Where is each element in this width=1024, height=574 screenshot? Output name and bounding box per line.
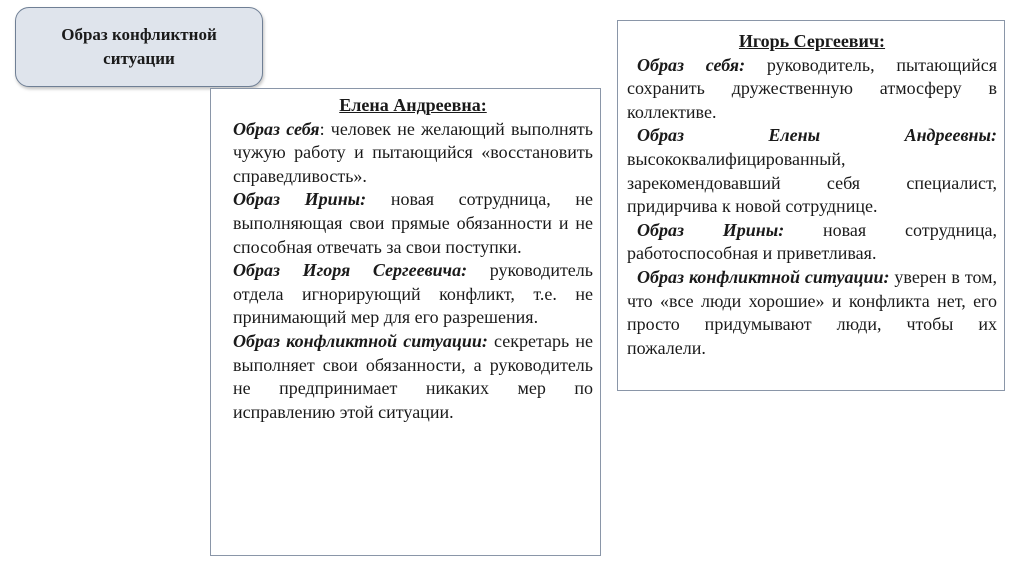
paragraph-text: новая сотрудница, работоспособная и приветливая. — [627, 219, 997, 264]
paragraph-self-image — [627, 54, 997, 125]
paragraph-irina-image — [233, 188, 593, 259]
heading-box — [15, 7, 263, 87]
paragraph-conflict-image — [627, 266, 997, 360]
paragraph-text: высококвалифицированный, зарекомендовавший себя специалист, придирчива к новой сотруднице. — [627, 148, 997, 217]
paragraph-label: Образ конфликтной ситуации: — [233, 330, 488, 351]
paragraph-igor-image — [233, 259, 593, 330]
paragraph-text: : человек не желающий выполнять чужую работу и пытающийся «восстановить справедливость». — [233, 118, 593, 186]
paragraph-elena-image — [627, 124, 997, 218]
heading-text: Образ конфликтной ситуации — [61, 25, 217, 68]
paragraph-text: руководитель отдела игнорирующий конфликт, т.е. не принимающий мер для его разрешения. — [233, 260, 593, 328]
panel-title-elena: Елена Андреевна: — [339, 95, 487, 115]
panel-title-igor: Игорь Сергеевич: — [738, 31, 886, 51]
paragraph-text: новая сотрудница, не выполняющая свои прямые обязанности и не способная отвечать за свои поступки. — [233, 189, 593, 257]
elena-andreevna-panel — [210, 88, 601, 556]
paragraph-label: Образ себя: — [637, 54, 746, 75]
paragraph-self-image — [233, 118, 593, 189]
paragraph-text: секретарь не выполняет свои обязанности, а руководитель не предпринимает никаких мер по исправлению этой ситуации. — [233, 330, 594, 422]
paragraph-conflict-image — [233, 330, 593, 424]
igor-sergeevich-panel — [617, 20, 1005, 391]
paragraph-label: Образ себя — [233, 118, 320, 139]
paragraph-label: Образ Елены Андреевны: — [637, 125, 997, 146]
paragraph-irina-image — [627, 219, 997, 266]
paragraph-label: Образ Ирины: — [233, 189, 367, 210]
paragraph-text: уверен в том, что «все люди хорошие» и конфликта нет, его просто придумывают люди, чтобы их пожалели. — [627, 266, 998, 358]
paragraph-text: руководитель, пытающийся сохранить дружественную атмосферу в коллективе. — [627, 54, 997, 122]
paragraph-label: Образ конфликтной ситуации: — [637, 266, 890, 287]
paragraph-label: Образ Ирины: — [637, 219, 785, 240]
paragraph-label: Образ Игоря Сергеевича: — [233, 260, 468, 281]
